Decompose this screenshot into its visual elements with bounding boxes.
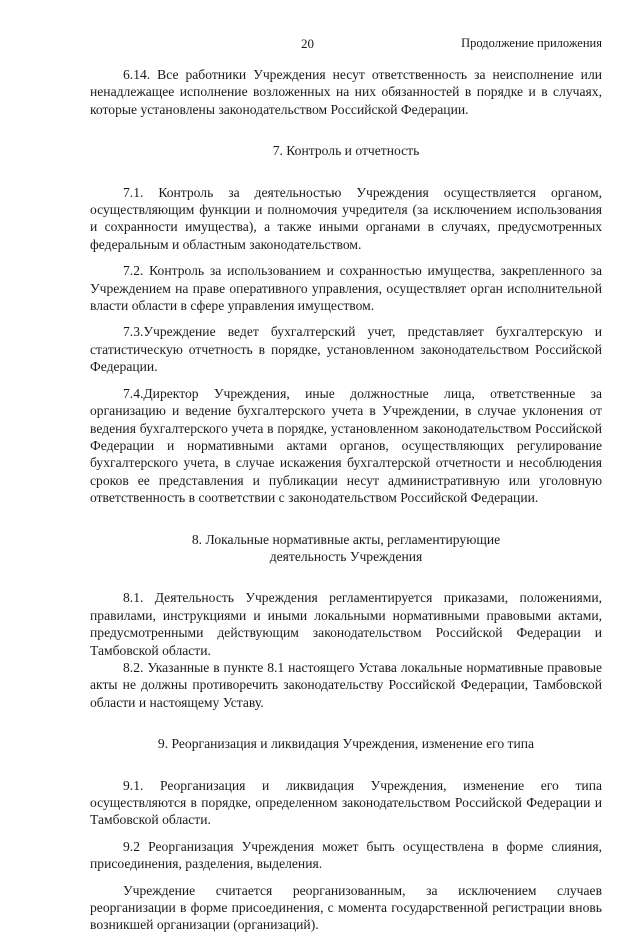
section-8-heading-line1: 8. Локальные нормативные акты, регламентирующие bbox=[191, 531, 501, 547]
paragraph-6-14: 6.14. Все работники Учреждения несут ответственность за неисполнение или ненадлежащее исполнение возложенных на них обязанностей в порядке и в случаях, которые установлены законодательством Российской Федерации. bbox=[90, 67, 602, 117]
paragraph-8-1: 8.1. Деятельность Учреждения регламентируется приказами, положениями, правилами, инструкциями и иными локальными нормативными правовыми актами, предусмотренными действующим законодательством Российской Федерации и Тамбовской области. bbox=[90, 590, 602, 658]
paragraph-7-1: 7.1. Контроль за деятельностью Учреждения осуществляется органом, осуществляющим функции и полномочия учредителя (за исключением использования и сохранности имущества), а также иными органами в случаях, предусмотренных федеральным и областным законодательством. bbox=[90, 184, 602, 252]
paragraph-9-2: 9.2 Реорганизация Учреждения может быть осуществлена в форме слияния, присоединения, разделения, выделения. bbox=[90, 838, 602, 872]
page-number: 20 bbox=[301, 36, 314, 51]
document-body bbox=[90, 66, 602, 934]
paragraph-9-1: 9.1. Реорганизация и ликвидация Учреждения, изменение его типа осуществляются в порядке, определенном законодательством Российской Федерации и Тамбовской области. bbox=[90, 777, 602, 828]
paragraph-8-2: 8.2. Указанные в пункте 8.1 настоящего Устава локальные нормативные правовые акты не должны противоречить законодательству Российской Федерации, Тамбовской области и настоящему Уставу. bbox=[90, 659, 602, 710]
paragraph-7-3: 7.3.Учреждение ведет бухгалтерский учет, представляет бухгалтерскую и статистическую отчетность в порядке, установленном законодательством Российской Федерации. bbox=[90, 324, 602, 375]
paragraph-7-2: 7.2. Контроль за использованием и сохранностью имущества, закрепленного за Учреждением на праве оперативного управления, осуществляет орган исполнительной власти области в сфере управления имуществом. bbox=[90, 263, 602, 314]
paragraph-9-3: Учреждение считается реорганизованным, за исключением случаев реорганизации в форме присоединения, с момента государственной регистрации вновь возникшей организации (организаций). bbox=[90, 882, 602, 933]
continuation-note: Продолжение приложения bbox=[461, 36, 602, 50]
section-7-heading: 7. Контроль и отчетность bbox=[272, 143, 420, 159]
section-8-heading bbox=[90, 531, 602, 566]
section-9-heading: 9. Реорганизация и ликвидация Учреждения, изменение его типа bbox=[157, 736, 535, 752]
paragraph-7-4: 7.4.Директор Учреждения, иные должностные лица, ответственные за организацию и ведение бухгалтерского учета в Учреждении, в случае уклонения от ведения бухгалтерского учета в порядке, установленном законодательством Российской Федерации и нормативными актами органов, осуществляющих регулирование бухгалтерского учета, в случае искажения бухгалтерской отчетности и несоблюдения сроков ее представления и публикации несут административную или уголовную ответственность в соответствии с законодательством Российской Федерации. bbox=[90, 385, 602, 506]
section-8-heading-line2: деятельность Учреждения bbox=[269, 548, 423, 564]
